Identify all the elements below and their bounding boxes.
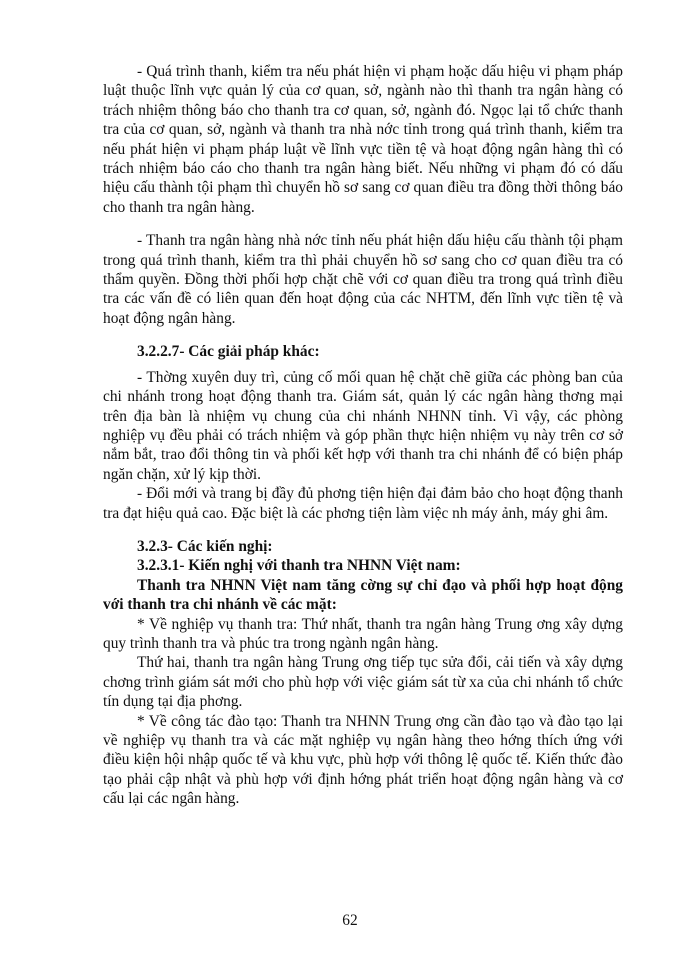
page-content xyxy=(103,62,623,809)
heading-other-solutions: 3.2.2.7- Các giải pháp khác: xyxy=(137,343,320,361)
paragraph-coordination: - Thờng xuyên duy trì, củng cố mối quan hệ chặt chẽ giữa các phòng ban của chi nhánh trong hoạt động thanh tra. Giám sát, quản lý các ngân hàng thơng mại trên địa bàn là nhiệm vụ chung của chi nhánh NHNN tỉnh. Vì vậy, các phòng nghiệp vụ đều phải có trách nhiệm và góp phần thực hiện nhiệm vụ này trên cơ sở nắm bắt, trao đổi thông tin và phối kết hợp với thanh tra chi nhánh để có biện pháp ngăn chặn, xử lý kịp thời. xyxy=(103,368,623,483)
paragraph-inspection-violations: - Quá trình thanh, kiểm tra nếu phát hiện vi phạm hoặc dấu hiệu vi phạm pháp luật thuộc lĩnh vực quản lý của cơ quan, sở, ngành nào thì thanh tra ngân hàng có trách nhiệm thông báo cho thanh tra cơ quan, sở, ngành đó. Ngọc lại tổ chức thanh tra của cơ quan, sở, ngành và thanh tra nhà nớc tỉnh trong quá trình thanh, kiểm tra nếu phát hiện vi phạm pháp luật về lĩnh vực tiền tệ và hoạt động ngân hàng thì có trách nhiệm báo cáo cho thanh tra ngân hàng biết. Nếu những vi phạm đó có dấu hiệu cấu thành tội phạm thì chuyển hồ sơ sang cơ quan điều tra đồng thời thông báo cho thanh tra ngân hàng. xyxy=(103,63,623,216)
page-number: 62 xyxy=(342,912,358,929)
paragraph-equipment: - Đổi mới và trang bị đầy đủ phơng tiện hiện đại đảm bảo cho hoạt động thanh tra đạt hiệu quả cao. Đặc biệt là các phơng tiện làm việc nh máy ảnh, máy ghi âm. xyxy=(103,485,623,522)
paragraph-inspection-procedure: * Về nghiệp vụ thanh tra: Thứ nhất, thanh tra ngân hàng Trung ơng xây dựng quy trình thanh tra và phúc tra trong ngành ngân hàng. xyxy=(103,615,623,652)
paragraph-strengthen-direction: Thanh tra NHNN Việt nam tăng cờng sự chỉ đạo và phối hợp hoạt động với thanh tra chi nhánh về các mặt: xyxy=(103,576,623,614)
heading-recommendations-inspection: 3.2.3.1- Kiến nghị với thanh tra NHNN Việt nam: xyxy=(137,557,461,575)
paragraph-monitoring-program: Thứ hai, thanh tra ngân hàng Trung ơng tiếp tục sửa đổi, cải tiến và xây dựng chơng trình giám sát mới cho phù hợp với việc giám sát từ xa của chi nhánh tổ chức tín dụng tại địa phơng. xyxy=(103,654,623,711)
paragraph-criminal-referral: - Thanh tra ngân hàng nhà nớc tỉnh nếu phát hiện dấu hiệu cấu thành tội phạm trong quá trình thanh, kiểm tra thì phải chuyển hồ sơ sang cho cơ quan điều tra có thẩm quyền. Đồng thời phối hợp chặt chẽ với cơ quan điều tra trong quá trình điều tra các vấn đề có liên quan đến hoạt động của các NHTM, đến lĩnh vực tiền tệ và hoạt động ngân hàng. xyxy=(103,232,623,327)
paragraph-training: * Về công tác đào tạo: Thanh tra NHNN Trung ơng cần đào tạo và đào tạo lại về nghiệp vụ thanh tra và các mặt nghiệp vụ ngân hàng theo hớng thích ứng với điều kiện hội nhập quốc tế và khu vực, phù hợp với thông lệ quốc tế. Kiến thức đào tạo phải cập nhật và phù hợp với định hớng phát triển hoạt động ngân hàng và cơ cấu lại các ngân hàng. xyxy=(103,712,623,808)
heading-recommendations: 3.2.3- Các kiến nghị: xyxy=(137,537,273,555)
